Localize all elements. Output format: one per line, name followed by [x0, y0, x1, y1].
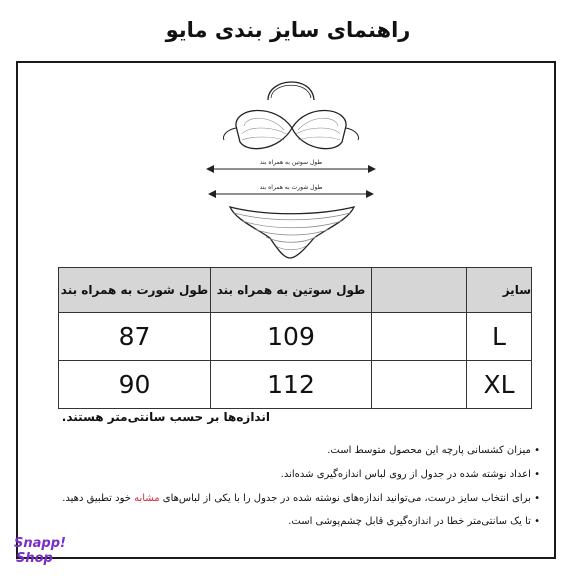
note-text: برای انتخاب سایز درست، می‌توانید اندازه‌های نوشته شده در جدول را با یکی از لباس‌های	[162, 493, 531, 504]
cell-bra-length: 112	[211, 361, 372, 409]
table-row	[59, 313, 532, 361]
header-brief-length: طول شورت به همراه بند	[59, 268, 211, 313]
cell-brief-length: 90	[59, 361, 211, 409]
brief-length-label: طول شورت به همراه بند	[259, 184, 323, 191]
table-header-row	[59, 268, 532, 313]
header-blank	[372, 268, 467, 313]
bra-length-label: طول سوتین به همراه بند	[259, 159, 323, 166]
size-table	[58, 267, 532, 409]
table-row	[59, 361, 532, 409]
cell-size: XL	[467, 361, 532, 409]
cell-brief-length: 87	[59, 313, 211, 361]
logo-line-1: Snapp!	[14, 536, 66, 551]
cell-bra-length: 109	[211, 313, 372, 361]
snapp-shop-logo	[14, 536, 76, 572]
header-bra-length: طول سوتین به همراه بند	[211, 268, 372, 313]
list-item: • تا یک سانتی‌متر خطا در اندازه‌گیری قابل چشم‌پوشی است.	[60, 515, 540, 529]
list-item: • اعداد نوشته شده در جدول از روی لباس اندازه‌گیری شده‌اند.	[60, 468, 540, 482]
swimsuit-diagram	[196, 70, 386, 270]
highlight-text: مشابه	[134, 493, 160, 504]
cell-blank	[372, 361, 467, 409]
cell-size: L	[467, 313, 532, 361]
list-item	[60, 492, 540, 506]
logo-line-2: Shop	[16, 551, 53, 566]
cell-blank	[372, 313, 467, 361]
note-text: خود تطبیق دهید.	[62, 493, 131, 504]
page-title: راهنمای سایز بندی مایو	[165, 18, 411, 42]
list-item: • میزان کشسانی پارچه این محصول متوسط است.	[60, 444, 540, 458]
notes-list	[60, 444, 540, 539]
header-size: سایز	[467, 268, 532, 313]
unit-note: اندازه‌ها بر حسب سانتی‌متر هستند.	[61, 410, 270, 424]
